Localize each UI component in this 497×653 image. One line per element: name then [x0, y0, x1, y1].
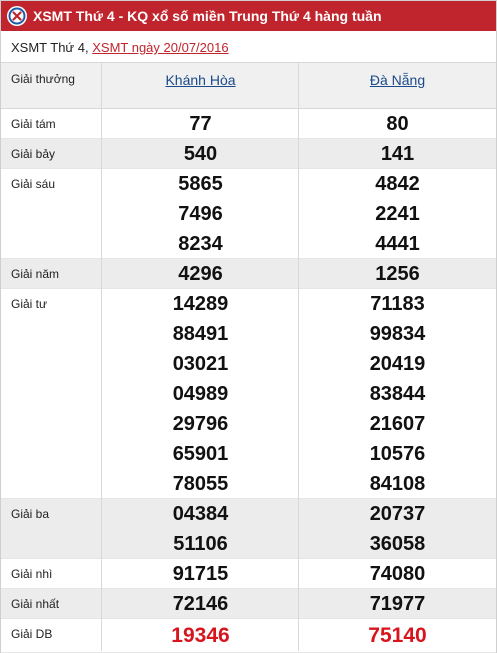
result-number: 14289 [172, 293, 229, 315]
result-number: 91715 [172, 563, 229, 585]
prize-label: Giải ba [11, 507, 50, 521]
result-number: 7496 [178, 203, 223, 225]
result-number: 4842 [375, 173, 420, 195]
result-number: 10576 [369, 443, 426, 465]
date-breadcrumb [1, 31, 496, 63]
breadcrumb-separator: , [84, 40, 89, 55]
result-number: 04384 [172, 503, 229, 525]
prize-row [1, 499, 496, 559]
table-header-row [1, 63, 496, 109]
day-label: XSMT Thứ 4 [11, 40, 85, 55]
province-link-da-nang[interactable]: Đà Nẵng [369, 72, 426, 88]
province-link-khanh-hoa[interactable]: Khánh Hòa [165, 72, 236, 88]
result-number: 74080 [369, 563, 426, 585]
prize-row [1, 139, 496, 169]
result-number: 72146 [172, 593, 229, 615]
prize-column-header: Giải thưởng [11, 72, 75, 86]
result-number: 141 [380, 143, 415, 165]
date-link[interactable]: XSMT ngày 20/07/2016 [92, 40, 229, 55]
prize-label: Giải nhất [11, 597, 60, 611]
result-number: 5865 [178, 173, 223, 195]
result-number: 71183 [370, 293, 425, 315]
result-number: 99834 [369, 323, 426, 345]
result-number: 4296 [178, 263, 223, 285]
prize-label: Giải sáu [11, 177, 56, 191]
column-divider [101, 63, 102, 651]
result-number: 75140 [368, 624, 427, 647]
prize-row [1, 169, 496, 259]
prize-row [1, 589, 496, 619]
result-number: 78055 [172, 473, 229, 495]
prize-label: Giải năm [11, 267, 60, 281]
page-title: XSMT Thứ 4 - KQ xổ số miền Trung Thứ 4 hàng tuần [33, 8, 382, 24]
panel-header [1, 1, 496, 31]
result-number: 84108 [369, 473, 426, 495]
result-number: 1256 [375, 263, 420, 285]
result-number: 21607 [369, 413, 426, 435]
prize-label: Giải DB [11, 627, 53, 641]
prize-label: Giải nhì [11, 567, 53, 581]
result-number: 83844 [369, 383, 426, 405]
prize-label: Giải tám [11, 117, 56, 131]
result-number: 77 [189, 113, 212, 135]
result-number: 20737 [369, 503, 426, 525]
result-number: 2241 [375, 203, 420, 225]
result-number: 20419 [369, 353, 426, 375]
result-number: 03021 [172, 353, 229, 375]
result-number: 19346 [171, 624, 230, 647]
result-number: 04989 [172, 383, 229, 405]
result-number: 36058 [369, 533, 426, 555]
prize-label: Giải tư [11, 297, 48, 311]
result-number: 65901 [172, 443, 229, 465]
column-divider [298, 63, 299, 651]
prize-row [1, 259, 496, 289]
result-number: 29796 [172, 413, 229, 435]
prize-row [1, 559, 496, 589]
result-number: 51106 [173, 533, 228, 555]
prize-row [1, 619, 496, 653]
result-number: 4441 [375, 233, 420, 255]
prize-row [1, 109, 496, 139]
result-number: 8234 [178, 233, 223, 255]
result-number: 540 [183, 143, 218, 165]
prize-label: Giải bảy [11, 147, 56, 161]
prize-row [1, 289, 496, 499]
result-number: 88491 [172, 323, 229, 345]
result-number: 80 [386, 113, 409, 135]
lottery-x-icon [7, 6, 27, 26]
result-number: 71977 [369, 593, 426, 615]
